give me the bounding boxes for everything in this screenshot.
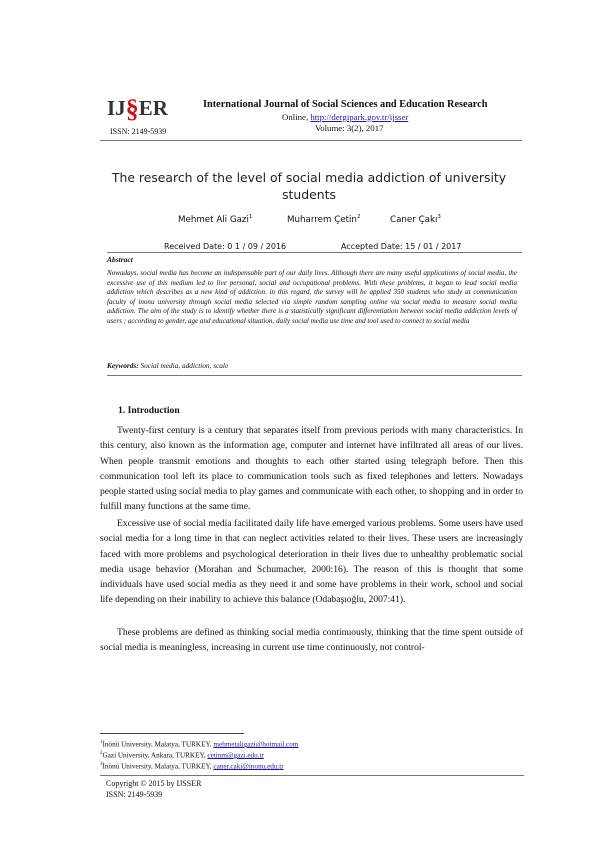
body-paragraph-1: Twenty-first century is a century that separates itself from previous periods with many characteristics. In this century, also known as the information age, computer and internet have infiltrated all areas of our lives. When people transmit emotions and thoughts to each other started using telegraph before. Then this communication tool left its place to communication tools such as fixed telephones and letters. Nowadays people started using social media to play games and communicate with each other, to shopping and in order to fulfill many functions at the same time. <box>100 425 523 513</box>
accepted-date: Accepted Date: 15 / 01 / 2017 <box>341 242 462 251</box>
author-name: Mehmet Ali Gazi <box>178 214 249 225</box>
online-prefix: Online, <box>282 112 311 122</box>
author-affiliation-mark: 2 <box>356 214 361 220</box>
abstract-text: Nowadays, social media has become an indispensable part of our daily lives. Although there are many useful applications of social media, the excessive use of this medium led to live personal, social and occupational problems. With these problems, it began to lead social media addiction which describes as a new kind of addiction. in this regard, the survey will be applied 350 students who study at communication faculty of inonu university through social media selected via simple random sampling online via social media to measure social media addiction. The aim of the study is to identify whether there is a statistically significant differentiation between social media addiction levels of users ; according to gender, age and educational situation, daily social media use time and tool used to connect to social media <box>107 269 517 325</box>
footnote-affiliation: Gazi University, Ankara, TURKEY, <box>102 751 208 760</box>
header-divider <box>100 140 522 141</box>
author-name: Caner Çakı <box>390 214 438 225</box>
footnote-1 <box>100 740 298 748</box>
body-paragraph-2: Excessive use of social media facilitated daily life have emerged various problems. Some users have used social media for a long time in that can neglect activities related to their lives. These users are increasingly faced with more problems and psychological deterioration in their lives due to unhealthy problematic social media usage behavior (Morahan and Schumacher, 2000:16). The reason of this is thought that some individuals have used social media as they need it and some have problems in their work, school and social life depending on their inability to achieve this balance (Odabaşıoğlu, 2007:41). <box>100 518 523 606</box>
online-line <box>282 112 408 122</box>
footnote-mark: 2 <box>100 751 103 756</box>
author-name: Muharrem Çetin <box>287 214 357 225</box>
footer-issn: ISSN: 2149-5939 <box>106 790 163 799</box>
logo-section-symbol: § <box>125 94 139 123</box>
keywords-label: Keywords: <box>107 361 139 370</box>
author-affiliation-mark: 3 <box>437 214 441 220</box>
footnote-affiliation: İnönü University, Malatya, TURKEY, <box>102 762 214 771</box>
article-title-line2: students <box>282 187 336 202</box>
keywords-list: Social media, addiction, scale <box>138 361 229 370</box>
footnote-email-link[interactable]: caner.caki@inonu.edu.tr <box>213 762 284 771</box>
journal-title: International Journal of Social Sciences and Education Research <box>203 99 488 110</box>
abstract-heading: Abstract <box>107 255 133 264</box>
abstract-bottom-divider <box>107 375 522 376</box>
received-date: Received Date: 0 1 / 09 / 2016 <box>164 242 287 251</box>
footnote-2 <box>100 751 264 759</box>
journal-url-link[interactable]: http://dergipark.gov.tr/ijsser <box>310 112 409 122</box>
footnote-email-link[interactable]: cetinm@gazi.edu.tr <box>207 751 264 760</box>
body-paragraph-3: These problems are defined as thinking social media continuously, thinking that the time spent outside of social media is meaningless, increasing in current use time continuously, not control- <box>100 627 523 654</box>
author-3 <box>390 214 441 225</box>
keywords-line <box>107 361 228 370</box>
author-1 <box>178 214 252 225</box>
section-heading-introduction: 1. Introduction <box>118 405 180 416</box>
footer-divider <box>100 775 524 776</box>
footnote-mark: 3 <box>100 762 103 767</box>
footnote-email-link[interactable]: mehmetaligazi@hotmail.com <box>213 740 299 749</box>
footnote-divider <box>100 733 244 734</box>
journal-logo <box>107 94 168 123</box>
footnote-mark: 1 <box>100 740 103 745</box>
logo-text-right: ER <box>138 96 168 120</box>
logo-text-left: IJ <box>107 96 126 120</box>
author-2 <box>287 214 360 225</box>
volume-info: Volume: 3(2), 2017 <box>315 123 384 133</box>
logo-issn: ISSN: 2149-5939 <box>110 127 167 136</box>
article-title-line1: The research of the level of social media addiction of university <box>111 170 507 185</box>
article-title <box>100 169 518 203</box>
footnote-3 <box>100 762 284 770</box>
copyright-notice: Copyright © 2015 by IJSSER <box>106 779 202 788</box>
footnote-affiliation: İnönü University, Malatya, TURKEY, <box>102 740 214 749</box>
abstract-top-divider <box>107 252 522 253</box>
author-affiliation-mark: 1 <box>248 214 253 220</box>
